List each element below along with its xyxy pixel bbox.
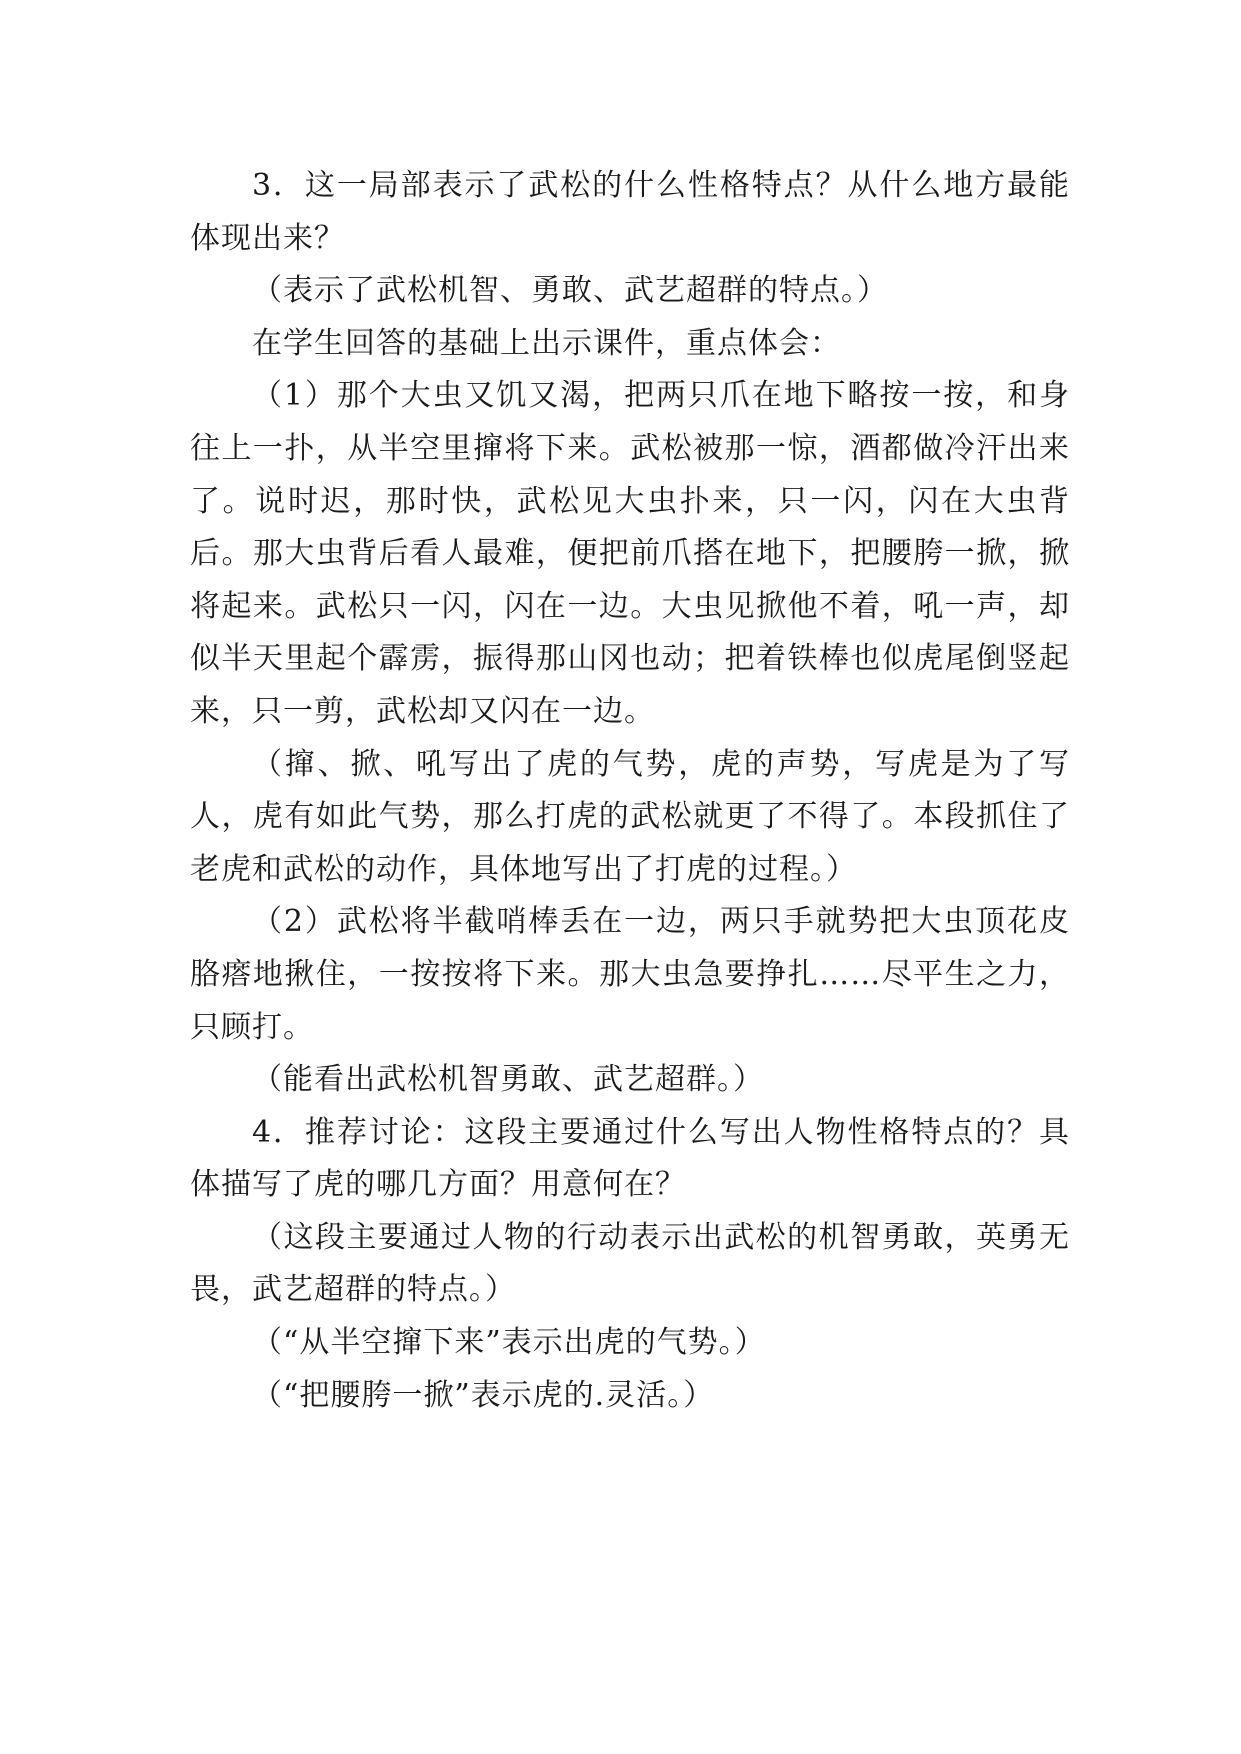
excerpt-1-note: （撺、掀、吼写出了虎的气势，虎的声势，写虎是为了写人，虎有如此气势，那么打虎的武松就更了不得了。本段抓住了老虎和武松的动作，具体地写出了打虎的过程。） [190, 746, 1070, 887]
instruction-text: 在学生回答的基础上出示课件，重点体会： [252, 325, 841, 361]
answer-3: （表示了武松机智、勇敢、武艺超群的特点。） [252, 273, 888, 309]
excerpt-2-note: （能看出武松机智勇敢、武艺超群。） [252, 1062, 764, 1098]
document-page [190, 160, 1070, 1422]
excerpt-1: （1）那个大虫又饥又渴，把两只爪在地下略按一按，和身往上一扑，从半空里撺将下来。武松被那一惊，酒都做冷汗出来了。说时迟，那时快，武松见大虫扑来，只一闪，闪在大虫背后。那大虫背后看人最难，便把前爪搭在地下，把腰胯一掀，掀将起来。武松只一闪，闪在一边。大虫见掀他不着，吼一声，却似半天里起个霹雳，振得那山冈也动；把着铁棒也似虎尾倒竖起来，只一剪，武松却又闪在一边。 [190, 378, 1070, 729]
answer-4: （这段主要通过人物的行动表示出武松的机智勇敢，英勇无畏，武艺超群的特点。） [190, 1219, 1070, 1308]
question-4: 4．推荐讨论：这段主要通过什么写出人物性格特点的？具体描写了虎的哪几方面？用意何在？ [190, 1114, 1070, 1203]
excerpt-2: （2）武松将半截哨棒丢在一边，两只手就势把大虫顶花皮胳瘩地揪住，一按按将下来。那大虫急要挣扎……尽平生之力，只顾打。 [190, 904, 1070, 1045]
answer-4-detail-1: （“从半空撺下来”表示出虎的气势。） [252, 1325, 766, 1361]
answer-4-detail-2: （“把腰胯一掀”表示虎的.灵活。） [252, 1377, 715, 1413]
question-3: 3．这一局部表示了武松的什么性格特点？从什么地方最能体现出来？ [190, 168, 1070, 256]
